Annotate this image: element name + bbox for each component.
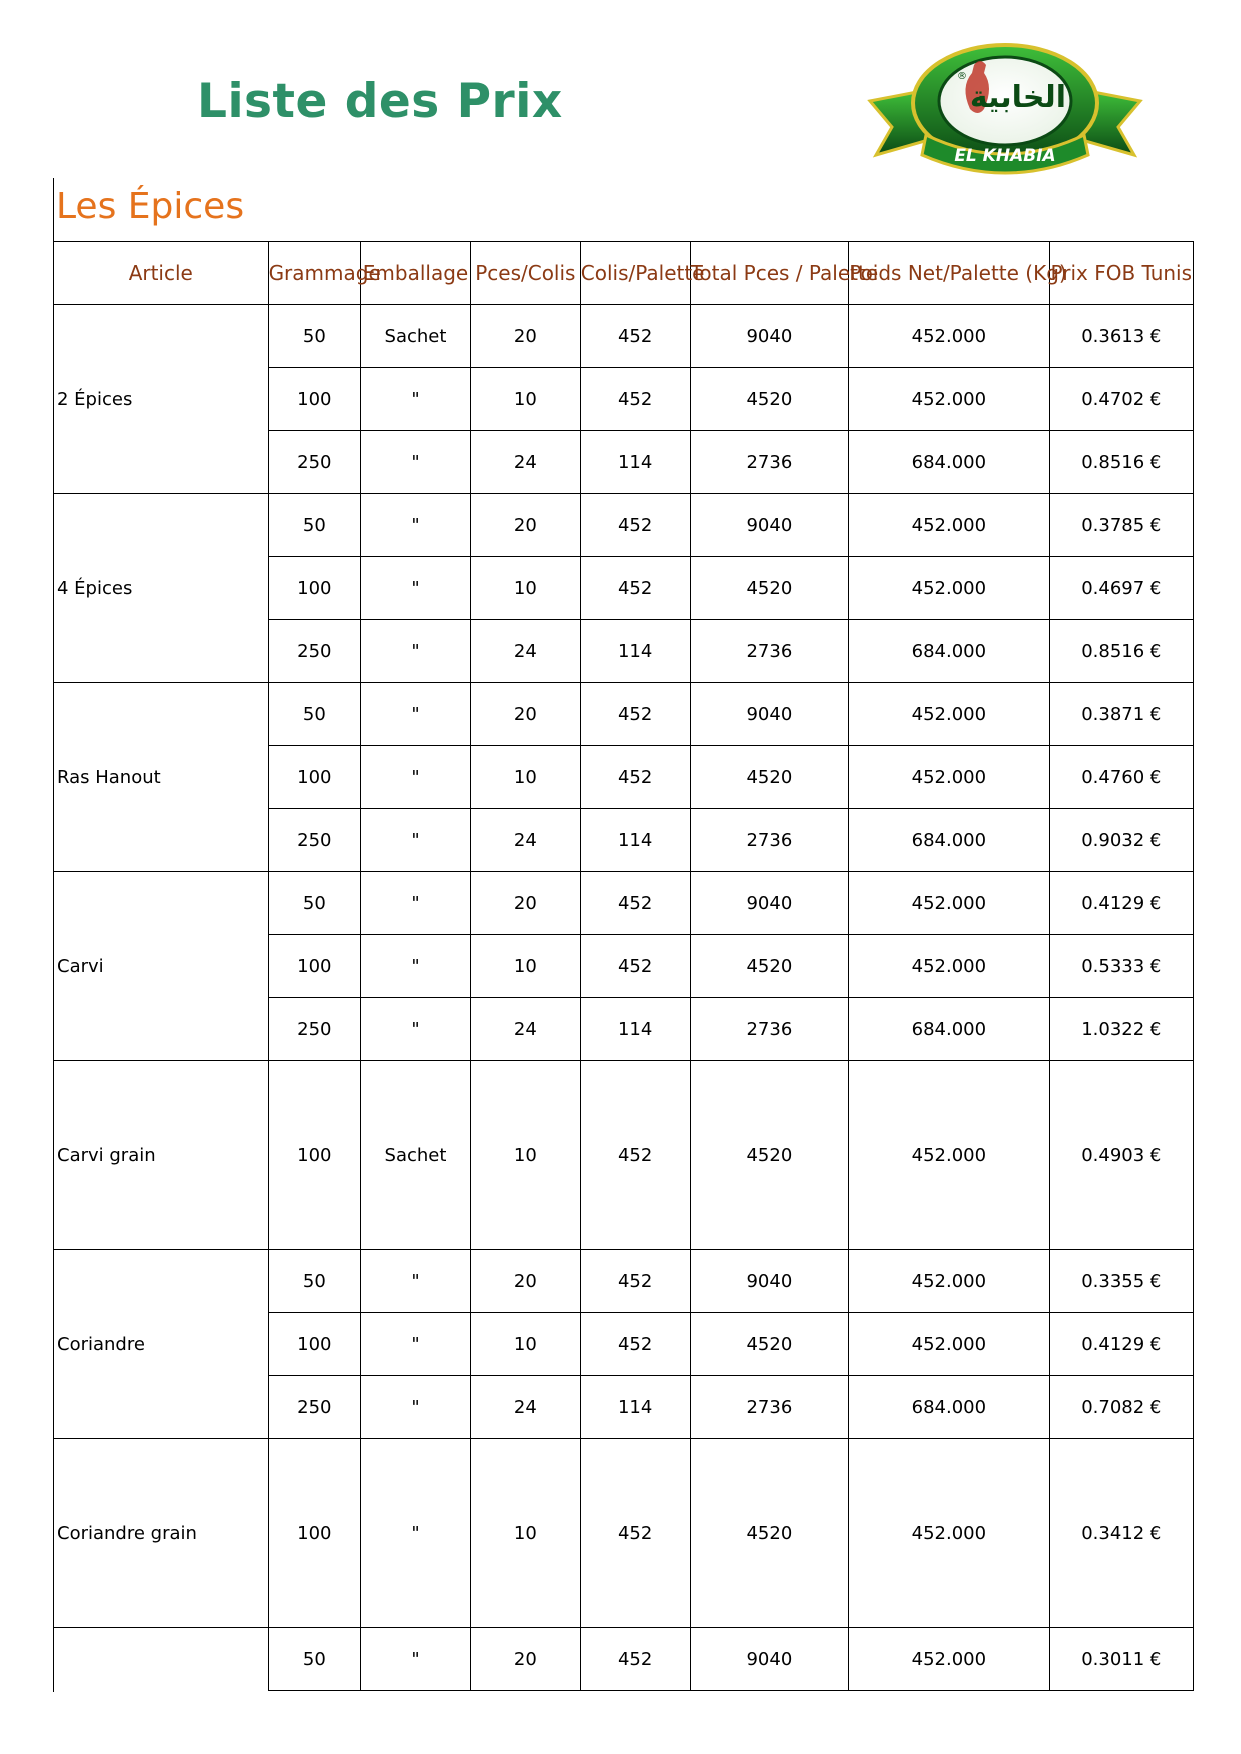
cell-pces-colis: 20 — [470, 1628, 580, 1691]
cell-prix: 0.4129 € — [1049, 1313, 1193, 1376]
cell-pces-colis: 10 — [470, 368, 580, 431]
article-cell: Carvi grain — [54, 1061, 269, 1250]
cell-poids-net: 684.000 — [849, 998, 1049, 1061]
cell-colis-palette: 452 — [580, 305, 690, 368]
cell-grammage: 50 — [268, 872, 361, 935]
cell-emballage: Sachet — [361, 1061, 471, 1250]
cell-colis-palette: 452 — [580, 1250, 690, 1313]
cell-grammage: 250 — [268, 998, 361, 1061]
table-row — [54, 1439, 1194, 1628]
cell-emballage: " — [361, 431, 471, 494]
table-row — [54, 872, 1194, 935]
cell-prix: 0.3871 € — [1049, 683, 1193, 746]
cell-emballage: " — [361, 746, 471, 809]
cell-total-pces: 2736 — [690, 1376, 849, 1439]
cell-grammage: 250 — [268, 809, 361, 872]
cell-poids-net: 684.000 — [849, 809, 1049, 872]
table-row — [54, 1628, 1194, 1691]
col-header-prix-fob: Prix FOB Tunis — [1049, 242, 1193, 305]
article-cell: Coriandre grain — [54, 1439, 269, 1628]
cell-poids-net: 452.000 — [849, 305, 1049, 368]
cell-colis-palette: 452 — [580, 683, 690, 746]
cell-prix: 0.4129 € — [1049, 872, 1193, 935]
cell-emballage: " — [361, 998, 471, 1061]
cell-total-pces: 2736 — [690, 809, 849, 872]
cell-pces-colis: 10 — [470, 1439, 580, 1628]
cell-poids-net: 684.000 — [849, 431, 1049, 494]
cell-colis-palette: 452 — [580, 1313, 690, 1376]
el-khabia-logo — [862, 43, 1148, 177]
cell-poids-net: 452.000 — [849, 494, 1049, 557]
cell-pces-colis: 10 — [470, 746, 580, 809]
cell-poids-net: 684.000 — [849, 620, 1049, 683]
cell-total-pces: 2736 — [690, 431, 849, 494]
cell-emballage: " — [361, 557, 471, 620]
cell-grammage: 100 — [268, 1061, 361, 1250]
cell-total-pces: 9040 — [690, 1628, 849, 1691]
col-header-article: Article — [54, 242, 269, 305]
cell-total-pces: 9040 — [690, 872, 849, 935]
cell-prix: 0.7082 € — [1049, 1376, 1193, 1439]
cell-prix: 0.8516 € — [1049, 431, 1193, 494]
cell-emballage: " — [361, 1313, 471, 1376]
cell-grammage: 100 — [268, 368, 361, 431]
cell-pces-colis: 10 — [470, 935, 580, 998]
cell-prix: 0.3011 € — [1049, 1628, 1193, 1691]
cell-grammage: 100 — [268, 746, 361, 809]
cell-colis-palette: 452 — [580, 368, 690, 431]
cell-total-pces: 9040 — [690, 1250, 849, 1313]
registered-mark: ® — [957, 71, 967, 82]
cell-total-pces: 2736 — [690, 620, 849, 683]
cell-grammage: 250 — [268, 620, 361, 683]
cell-colis-palette: 114 — [580, 620, 690, 683]
cell-grammage: 250 — [268, 431, 361, 494]
cell-emballage: " — [361, 620, 471, 683]
article-cell: Carvi — [54, 872, 269, 1061]
cell-grammage: 100 — [268, 1313, 361, 1376]
cell-total-pces: 4520 — [690, 935, 849, 998]
cell-total-pces: 2736 — [690, 998, 849, 1061]
cell-poids-net: 684.000 — [849, 1376, 1049, 1439]
cell-grammage: 100 — [268, 557, 361, 620]
cell-pces-colis: 24 — [470, 431, 580, 494]
cell-prix: 1.0322 € — [1049, 998, 1193, 1061]
cell-pces-colis: 20 — [470, 872, 580, 935]
cell-colis-palette: 114 — [580, 809, 690, 872]
cell-poids-net: 452.000 — [849, 746, 1049, 809]
table-row — [54, 1061, 1194, 1250]
cell-emballage: Sachet — [361, 305, 471, 368]
article-cell: 2 Épices — [54, 305, 269, 494]
cell-total-pces: 4520 — [690, 557, 849, 620]
cell-colis-palette: 452 — [580, 746, 690, 809]
cell-emballage: " — [361, 1439, 471, 1628]
cell-prix: 0.8516 € — [1049, 620, 1193, 683]
cell-prix: 0.3355 € — [1049, 1250, 1193, 1313]
cell-pces-colis: 10 — [470, 1313, 580, 1376]
cell-emballage: " — [361, 809, 471, 872]
col-header-colis-palette: Colis/Palette — [580, 242, 690, 305]
article-cell — [54, 1628, 269, 1691]
table-row — [54, 494, 1194, 557]
cell-prix: 0.9032 € — [1049, 809, 1193, 872]
article-cell: Ras Hanout — [54, 683, 269, 872]
col-header-grammage: Grammage — [268, 242, 361, 305]
cell-prix: 0.4697 € — [1049, 557, 1193, 620]
cell-prix: 0.3412 € — [1049, 1439, 1193, 1628]
cell-total-pces: 4520 — [690, 368, 849, 431]
cell-emballage: " — [361, 683, 471, 746]
cell-colis-palette: 452 — [580, 1628, 690, 1691]
cell-colis-palette: 114 — [580, 998, 690, 1061]
cell-colis-palette: 452 — [580, 935, 690, 998]
cell-grammage: 50 — [268, 305, 361, 368]
cell-pces-colis: 24 — [470, 1376, 580, 1439]
table-header-row — [54, 242, 1194, 305]
cell-colis-palette: 114 — [580, 431, 690, 494]
cell-emballage: " — [361, 1250, 471, 1313]
cell-prix: 0.3613 € — [1049, 305, 1193, 368]
table-row — [54, 305, 1194, 368]
cell-poids-net: 452.000 — [849, 1250, 1049, 1313]
cell-colis-palette: 452 — [580, 1061, 690, 1250]
cell-colis-palette: 114 — [580, 1376, 690, 1439]
cell-prix: 0.4903 € — [1049, 1061, 1193, 1250]
cell-prix: 0.3785 € — [1049, 494, 1193, 557]
cell-grammage: 250 — [268, 1376, 361, 1439]
cell-grammage: 50 — [268, 494, 361, 557]
cell-total-pces: 4520 — [690, 746, 849, 809]
cell-emballage: " — [361, 872, 471, 935]
cell-grammage: 100 — [268, 935, 361, 998]
cell-poids-net: 452.000 — [849, 1061, 1049, 1250]
cell-colis-palette: 452 — [580, 557, 690, 620]
cell-poids-net: 452.000 — [849, 683, 1049, 746]
cell-colis-palette: 452 — [580, 872, 690, 935]
cell-pces-colis: 10 — [470, 557, 580, 620]
cell-poids-net: 452.000 — [849, 935, 1049, 998]
cell-pces-colis: 20 — [470, 494, 580, 557]
table-row — [54, 1250, 1194, 1313]
cell-total-pces: 9040 — [690, 683, 849, 746]
cell-poids-net: 452.000 — [849, 1439, 1049, 1628]
cell-prix: 0.5333 € — [1049, 935, 1193, 998]
cell-emballage: " — [361, 935, 471, 998]
article-cell: Coriandre — [54, 1250, 269, 1439]
cell-emballage: " — [361, 1376, 471, 1439]
cell-colis-palette: 452 — [580, 494, 690, 557]
article-cell: 4 Épices — [54, 494, 269, 683]
cell-emballage: " — [361, 494, 471, 557]
cell-pces-colis: 20 — [470, 305, 580, 368]
cell-grammage: 50 — [268, 683, 361, 746]
cell-total-pces: 9040 — [690, 305, 849, 368]
cell-colis-palette: 452 — [580, 1439, 690, 1628]
cell-grammage: 100 — [268, 1439, 361, 1628]
cell-pces-colis: 20 — [470, 683, 580, 746]
cell-pces-colis: 20 — [470, 1250, 580, 1313]
cell-poids-net: 452.000 — [849, 1628, 1049, 1691]
cell-total-pces: 4520 — [690, 1439, 849, 1628]
page-title: Liste des Prix — [197, 74, 563, 129]
col-header-emballage: Emballage — [361, 242, 471, 305]
cell-pces-colis: 24 — [470, 620, 580, 683]
cell-prix: 0.4760 € — [1049, 746, 1193, 809]
cell-prix: 0.4702 € — [1049, 368, 1193, 431]
col-header-pces-colis: Pces/Colis — [470, 242, 580, 305]
table-row — [54, 683, 1194, 746]
cell-pces-colis: 24 — [470, 998, 580, 1061]
cell-poids-net: 452.000 — [849, 368, 1049, 431]
cell-emballage: " — [361, 1628, 471, 1691]
logo-arabic-text: الخابية — [969, 80, 1067, 115]
section-title: Les Épices — [56, 186, 245, 227]
cell-total-pces: 4520 — [690, 1061, 849, 1250]
cell-total-pces: 4520 — [690, 1313, 849, 1376]
cell-poids-net: 452.000 — [849, 1313, 1049, 1376]
logo-latin-text: EL KHABIA — [954, 146, 1056, 166]
cell-grammage: 50 — [268, 1628, 361, 1691]
col-header-total-pces-palette: Total Pces / Palette — [690, 242, 849, 305]
cell-grammage: 50 — [268, 1250, 361, 1313]
cell-total-pces: 9040 — [690, 494, 849, 557]
price-table — [53, 241, 1194, 1691]
cell-emballage: " — [361, 368, 471, 431]
col-header-poids-net-palette: Poids Net/Palette (Kg) — [849, 242, 1049, 305]
cell-poids-net: 452.000 — [849, 872, 1049, 935]
cell-pces-colis: 24 — [470, 809, 580, 872]
cell-pces-colis: 10 — [470, 1061, 580, 1250]
cell-poids-net: 452.000 — [849, 557, 1049, 620]
